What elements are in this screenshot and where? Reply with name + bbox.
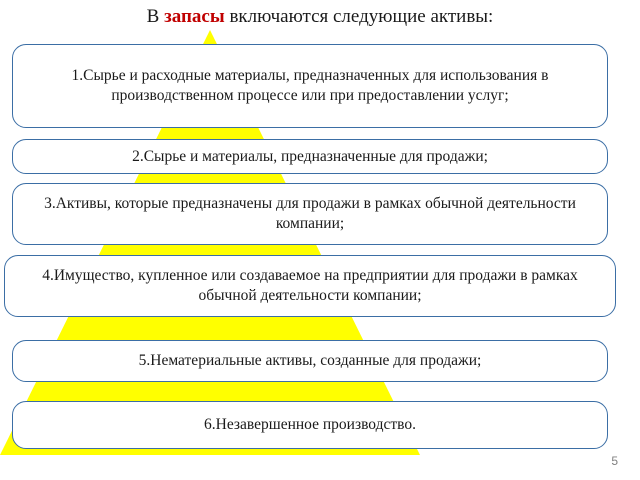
list-item-text: 3.Активы, которые предназначены для продажи в рамках обычной деятельности компании; bbox=[44, 195, 576, 232]
list-item-text: 1.Сырье и расходные материалы, предназначенных для использования в производственном процессе или при предоставлении услуг; bbox=[71, 67, 549, 104]
title-suffix: включаются следующие активы: bbox=[224, 6, 494, 27]
list-item bbox=[12, 401, 608, 449]
list-item-text: 4.Имущество, купленное или создаваемое на предприятии для продажи в рамках обычной деятельности компании; bbox=[42, 267, 578, 304]
list-item-text: 6.Незавершенное производство. bbox=[204, 416, 416, 434]
list-item-text: 5.Нематериальные активы, созданные для продажи; bbox=[138, 352, 482, 370]
list-item-text: 2.Сырье и материалы, предназначенные для продажи; bbox=[132, 147, 488, 165]
title-accent: запасы bbox=[164, 6, 225, 27]
list-item bbox=[12, 139, 608, 174]
list-item bbox=[12, 44, 608, 128]
list-item bbox=[4, 255, 616, 317]
page-number: 5 bbox=[611, 454, 618, 468]
list-item bbox=[12, 183, 608, 245]
list-item bbox=[12, 340, 608, 382]
title-prefix: В bbox=[146, 6, 165, 27]
page-title bbox=[0, 6, 640, 28]
